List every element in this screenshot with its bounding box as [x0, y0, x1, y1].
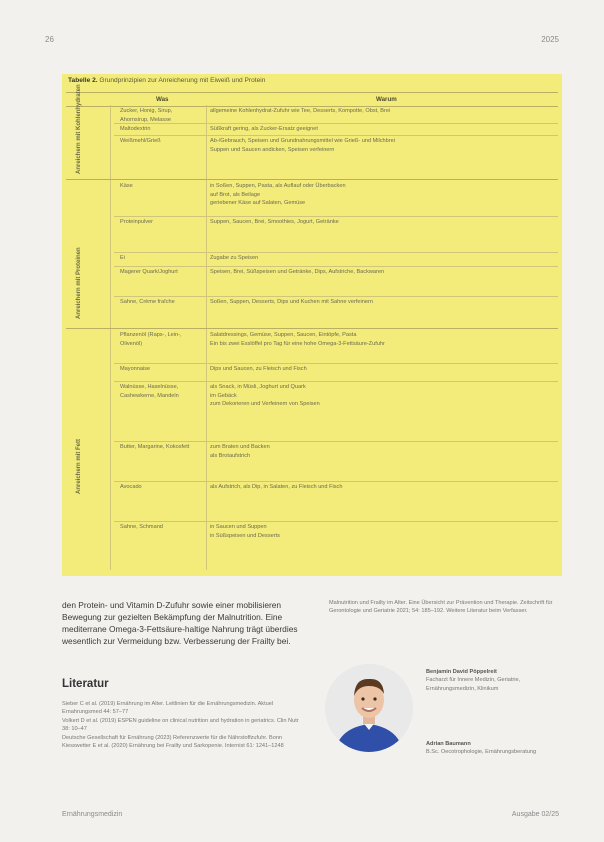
footer-issue: Ausgabe 02/25 [511, 811, 559, 818]
table-row: Proteinpulver Suppen, Saucen, Brei, Smoothies, Jogurt, Getränke [114, 216, 558, 253]
reference-item: Deutsche Gesellschaft für Ernährung (2023) Referenzwerte für die Nährstoffzufuhr. Bonn [62, 734, 283, 741]
table-row: Sahne, Crème fraîche Soßen, Suppen, Desserts, Dips und Kuchen mit Sahne verfeinern [120, 299, 373, 305]
table-row: Butter, Margarine, Kokosfett zum Braten und Backen als Brotaufstrich [114, 441, 558, 482]
group-divider [110, 105, 111, 570]
table-row: Maltodextrin Süßkraft gering, als Zucker-Ersatz geeignet [114, 123, 558, 136]
reference-item: Volkert D et al. (2019) ESPEN guideline on clinical nutrition and hydration in geriatrics. Clin Nutr 38: 10–47 [62, 717, 299, 733]
table-row: Walnüsse, Haselnüsse, Cashewkerne, Mandeln als Snack, in Müsli, Joghurt und Quark im Gebäck zum Dekorieren und Verfeinern von Speisen [114, 381, 558, 442]
literature-heading: Literatur [62, 678, 109, 690]
group-label-fett: Anreichern mit Fett [76, 438, 82, 494]
page-year: 2025 [541, 35, 559, 44]
reference-item: Sieber C et al. (2019) Ernährung im Alter. Leitlinien für die Ernährungsmedizin. Aktuel Ernahrungsmed 44: 57–77 [62, 701, 274, 716]
header-warum: Warum [376, 96, 397, 103]
footer-journal: Ernährungsmedizin [62, 811, 123, 818]
table-row: Magerer Quark/Joghurt Speisen, Brei, Süßspeisen und Getränke, Dips, Aufstriche, Backwaren [114, 266, 558, 297]
reference-list [62, 700, 307, 750]
author-info: Benjamin David Pöppelreit Facharzt für Innere Medizin, Geriatrie, Ernährungsmedizin, Klinikum [426, 669, 521, 692]
page-number: 26 [45, 35, 54, 44]
table-row: Sahne, Schmand in Saucen und Suppen in Süßspeisen und Desserts [120, 524, 280, 539]
right-column-text: Malnutrition und Frailty im Alter. Eine Übersicht zur Prävention und Therapie. Zeitschrift für Gerontologie und Geriatrie 2021; 54: 185–192. Weitere Literatur beim Verfasser. [329, 600, 553, 615]
table-row: Pflanzenöl (Raps-, Lein-, Olivenöl) Salatdressings, Gemüse, Suppen, Saucen, Eintöpfe, Pasta Ein bis zwei Esslöffel pro Tag für eine hohe Omega-3-Fettsäure-Zufuhr [114, 329, 558, 364]
header-was: Was [156, 96, 169, 103]
author-photo [325, 664, 413, 752]
group-label-kohlenhydrate: Anreichern mit Kohlenhydraten [76, 84, 82, 174]
table-row: Avocado als Aufstrich, als Dip, in Salaten, zu Fleisch und Fisch [114, 481, 558, 522]
table-caption: Tabelle 2. Grundprinzipien zur Anreicherung mit Eiweiß und Protein [68, 77, 266, 84]
table-row: Käse in Soßen, Suppen, Pasta, als Auflauf oder Überbacken auf Brot, als Beilage geriebener Käse auf Salaten, Gemüse [114, 180, 558, 217]
table-row: Zucker, Honig, Sirup, Ahornsirup, Melasse allgemeine Kohlenhydrat-Zufuhr wie Tee, Desserts, Kompotte, Obst, Brei [114, 105, 558, 124]
group-label-proteine: Anreichern mit Proteinen [76, 247, 82, 319]
table-row: Ei Zugabe zu Speisen [114, 252, 558, 267]
nutrition-table [62, 74, 562, 576]
table-row: Mayonnaise Dips und Saucen, zu Fleisch und Fisch [114, 363, 558, 382]
table-row: Weißmehl/Grieß Ab-/Gebrauch, Speisen und Grundnahrungsmittel wie Grieß- und Milchbrei Suppen und Saucen andicken, Speisen verfeinern [120, 138, 395, 153]
reference-item: Kiesswetter E et al. (2020) Ernährung bei Frailty und Sarkopenie. Internist 61: 1241–1248 [62, 743, 284, 750]
body-paragraph: den Protein- und Vitamin D-Zufuhr sowie einer mobilisieren Bewegung zur gezielten Bekämpfung der Malnutrition. Eine mediterrane Omega-3-Fettsäure-haltige Nahrung trägt überdies wesentlich zur Vermeidung bzw. Verbesserung der Frailty bei. [62, 600, 298, 646]
author-info: Adrian Baumann B.Sc. Oecotrophologie, Ernährungsberatung [426, 741, 537, 756]
